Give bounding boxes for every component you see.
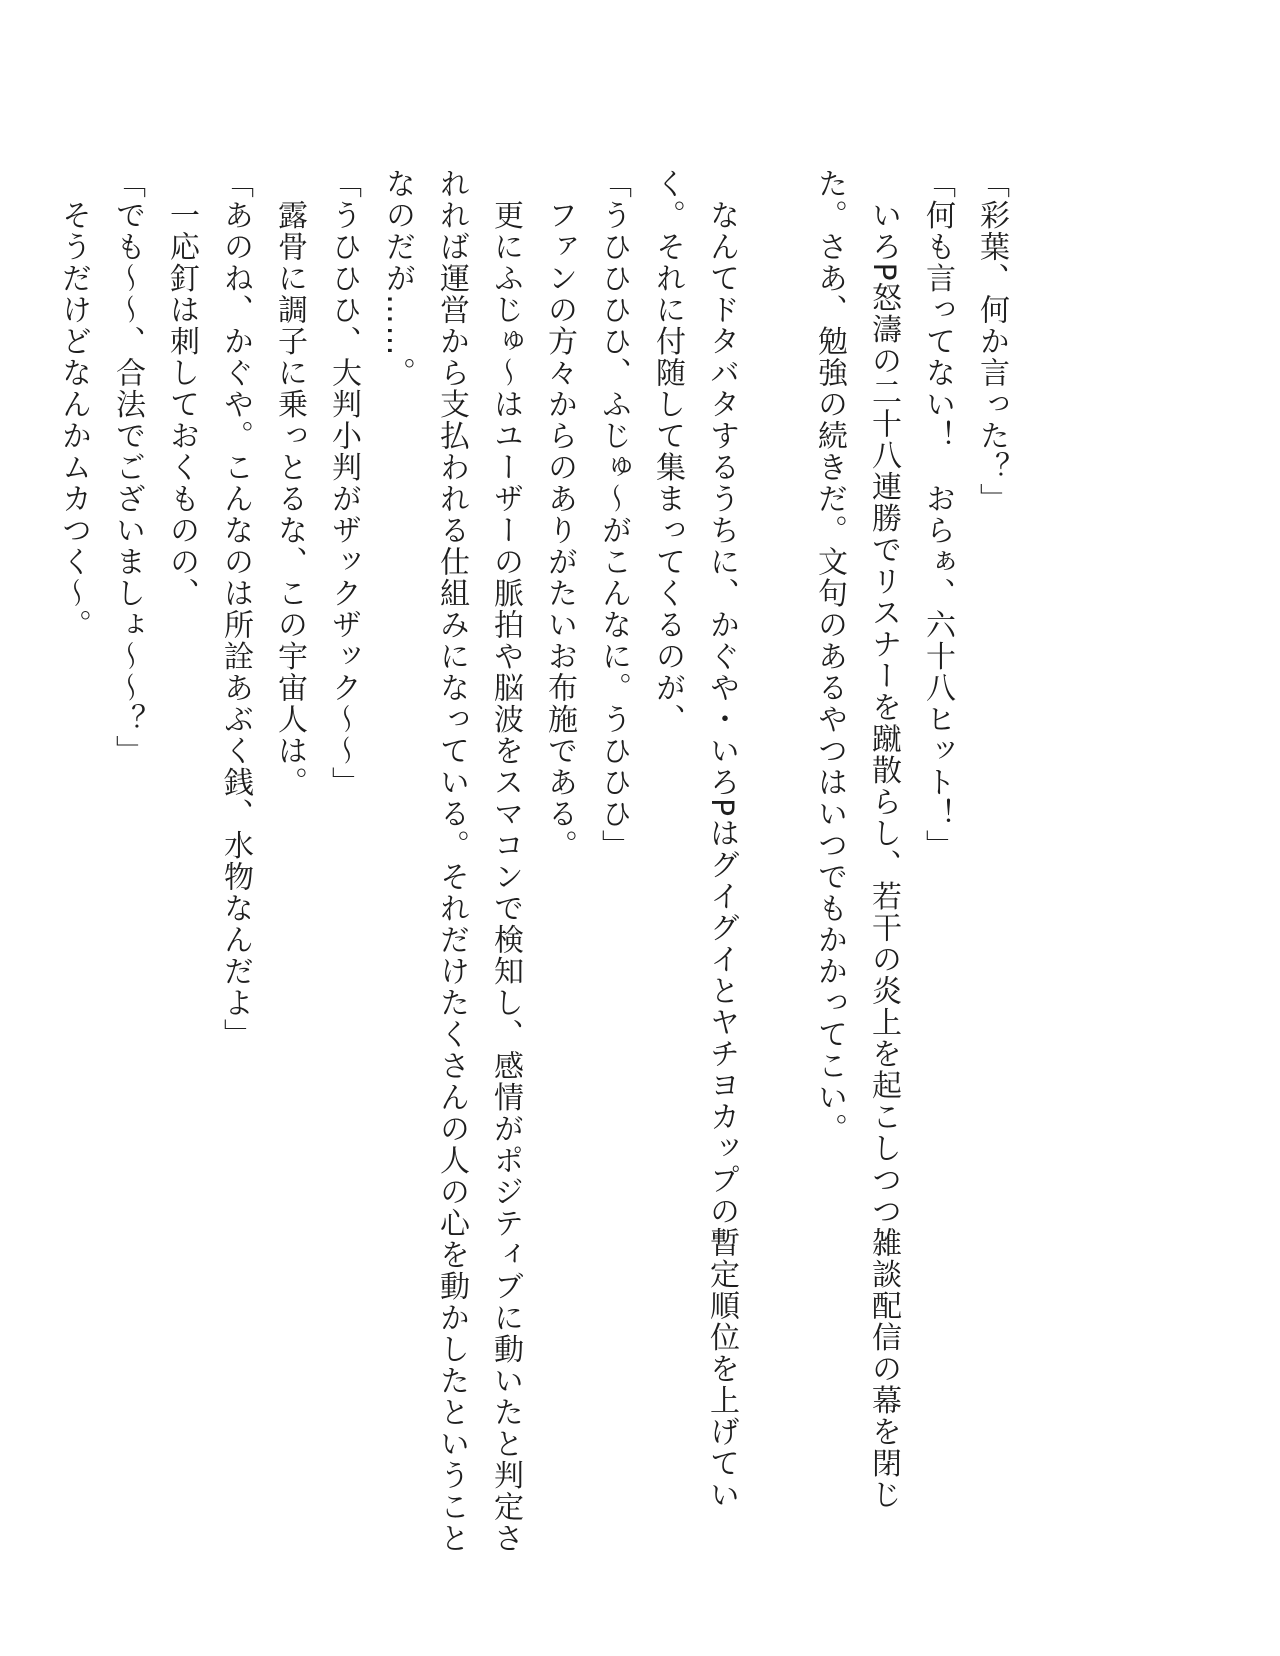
- text-line: く。それに付随して集まってくるのが、: [650, 168, 685, 735]
- text-line: そうだけどなんかムカつく〜。: [56, 168, 91, 641]
- text-line: 更にふじゅ〜はユーザーの脈拍や脳波をスマコンで検知し、感情がポジティブに動いたと判定さ: [488, 168, 523, 1554]
- text-line: 露骨に調子に乗っとるな、この宇宙人は。: [272, 168, 307, 798]
- text-line: なんてドタバタするうちに、かぐや・いろPはグイグイとヤチヨカップの暫定順位を上げてい: [704, 168, 739, 1511]
- vertical-text-block: [56, 168, 1018, 1554]
- text-line: 「でも〜〜、合法でございましょ〜〜？」: [110, 168, 145, 767]
- text-line: いろP怒濤の二十八連勝でリスナーを蹴散らし、若干の炎上を起こしつつ雑談配信の幕を閉じ: [866, 168, 901, 1511]
- text-line: 「あのね、かぐや。こんなのは所詮あぶく銭、水物なんだよ」: [218, 168, 253, 1050]
- text-line: 一応釘は刺しておくものの、: [164, 168, 199, 609]
- text-line: 「うひひひ、大判小判がザックザック〜〜」: [326, 168, 361, 798]
- text-line: た。さあ、勉強の続きだ。文句のあるやつはいつでもかかってこい。: [812, 168, 847, 1145]
- blank-line: [748, 168, 802, 1528]
- text-line: れれば運営から支払われる仕組みになっている。それだけたくさんの人の心を動かしたということ: [434, 168, 469, 1554]
- text-line: 「うひひひひ、ふじゅ〜がこんなに。うひひひ」: [596, 168, 631, 861]
- text-line: ファンの方々からのありがたいお布施である。: [542, 168, 577, 861]
- text-line: なのだが……。: [380, 168, 415, 389]
- text-line: 「何も言ってない！ おらぁ、六十八ヒット！」: [920, 168, 955, 861]
- text-line: 「彩葉、何か言った？」: [974, 168, 1009, 515]
